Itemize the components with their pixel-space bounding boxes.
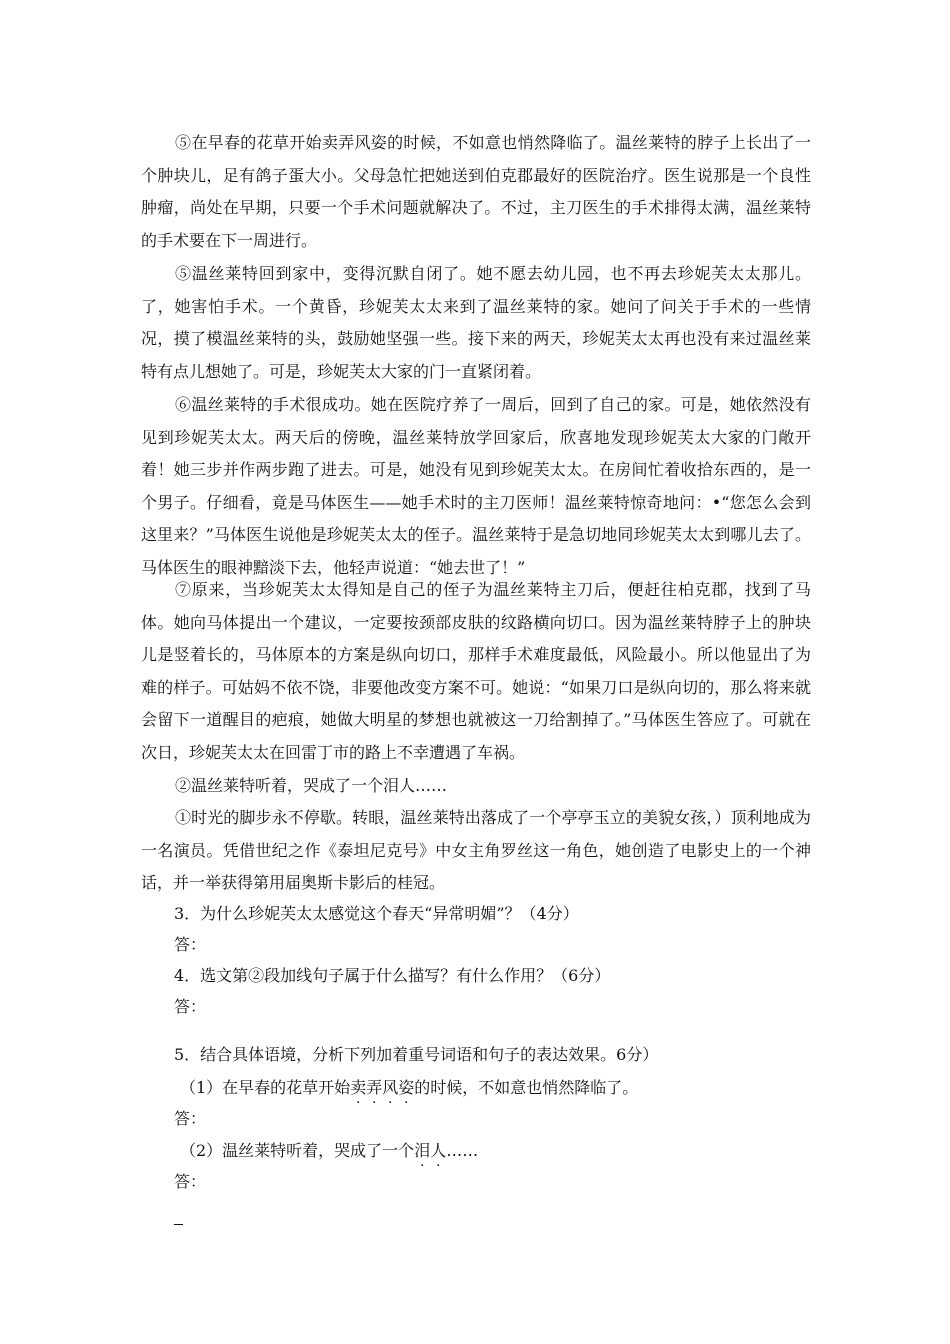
- paragraph-2: ②温丝莱特听着，哭成了一个泪人……: [175, 776, 448, 795]
- emphasis-char: 姿: [398, 1078, 415, 1097]
- paragraph-7: ⑦原来，当珍妮芙太太得知是自己的侄子为温丝莱特主刀后，便赶往柏克郡，找到了马体。她向马体提出一个建议，一定要按颈部皮肤的纹路横向切口。因为温丝莱特脖子上的肿块儿是竖着长的，马体原本的方案是纵向切口，那样手术难度最低，风险最小。所以他显出了为难的样子。可姑妈不依不饶，非要他改变方案不可。她说：“如果刀口是纵向切的，那么将来就会留下一道醒目的疤痕，她做大明星的梦想也就被这一刀给割掉了。”马体医生答应了。可就在次日，珍妮芙太太在回雷丁市的路上不幸遭遇了车祸。: [141, 580, 811, 762]
- question-3: 3．为什么珍妮芙太太感觉这个春天“异常明媚”？（4分）: [174, 904, 579, 923]
- answer-blank-mark: [174, 1224, 183, 1225]
- question-3-answer: 答：: [174, 935, 207, 954]
- question-5-1-text-after: 的时候，不如意也悄然降临了。: [414, 1078, 639, 1097]
- question-5-2-text-before: （2）温丝莱特听着，哭成了一个: [180, 1141, 415, 1160]
- paragraph-6: ⑥温丝莱特的手术很成功。她在医院疗养了一周后，回到了自己的家。可是，她依然没有见到珍妮芙太太。两天后的傍晚，温丝莱特放学回家后，欣喜地发现珍妮芙太大家的门敞开着！她三步并作两步跑了进去。可是，她没有见到珍妮芙太太。在房间忙着收拾东西的，是一个男子。仔细看，竟是马体医生——她手术时的主刀医师！温丝莱特惊奇地问：•“您怎么会到这里来？”马体医生说他是珍妮芙太太的侄子。温丝莱特于是急切地同珍妮芙太太到哪儿去了。马体医生的眼神黯淡下去，他轻声说道：“她去世了！”: [141, 395, 811, 577]
- question-5-2: [180, 1135, 478, 1168]
- paragraph-5b: ⑤温丝莱特回到家中，变得沉默自闭了。她不愿去幼儿园，也不再去珍妮芙太太那儿。了，她害怕手术。一个黄昏，珍妮芙太太来到了温丝莱特的家。她问了问关于手术的一些情况，摸了模温丝莱特的头，鼓励她坚强一些。接下来的两天，珍妮芙太太再也没有来过温丝莱特有点儿想她了。可是，珍妮芙太大家的门一直紧闭着。: [141, 264, 811, 381]
- question-5-1: [180, 1072, 638, 1105]
- question-5: 5．结合具体语境，分析下列加着重号词语和句子的表达效果。6分）: [174, 1045, 659, 1064]
- emphasis-char: 泪: [414, 1141, 431, 1160]
- emphasis-char: 弄: [366, 1078, 383, 1097]
- emphasis-char: 风: [382, 1078, 399, 1097]
- emphasis-char: 人: [430, 1141, 447, 1160]
- question-5-2-text-after: ……: [446, 1141, 479, 1160]
- question-5-1-text-before: （1）在早春的花草开始: [180, 1078, 351, 1097]
- question-5-1-answer: 答：: [174, 1109, 207, 1128]
- paragraph-5a: ⑤在早春的花草开始卖弄风姿的时候，不如意也悄然降临了。温丝莱特的脖子上长出了一个肿块儿，足有鸽子蛋大小。父母急忙把她送到伯克郡最好的医院治疗。医生说那是一个良性肿瘤，尚处在早期，只要一个手术问题就解决了。不过，主刀医生的手术排得太满，温丝莱特的手术要在下一周进行。: [141, 133, 811, 250]
- question-4-answer: 答：: [174, 997, 207, 1016]
- question-4: 4．选文第②段加线句子属于什么描写？有什么作用？（6分）: [174, 966, 611, 985]
- question-5-2-answer: 答：: [174, 1172, 207, 1191]
- emphasis-char: 卖: [350, 1078, 367, 1097]
- paragraph-1: ①时光的脚步永不停歇。转眼，温丝莱特出落成了一个亭亭玉立的美貌女孩，）顶利地成为一名演员。凭借世纪之作《泰坦尼克号》中女主角罗丝这一角色，她创造了电影史上的一个神话，并一举获得第用届奥斯卡影后的桂冠。: [141, 808, 811, 893]
